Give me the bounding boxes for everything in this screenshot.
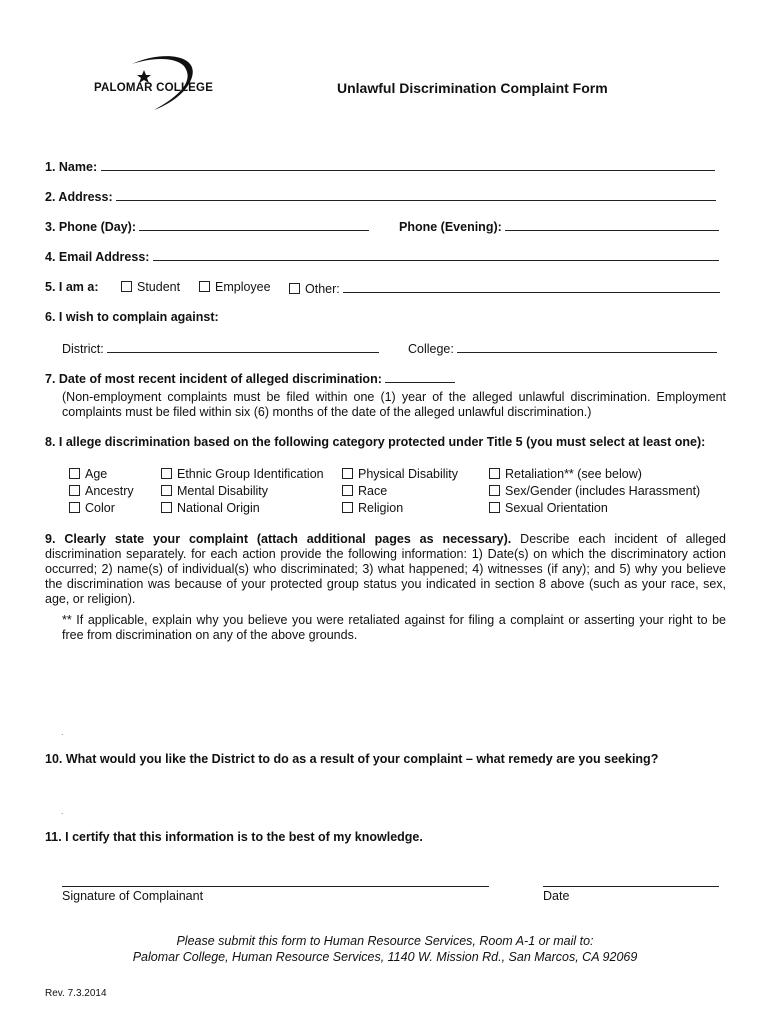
physical-disability-checkbox[interactable] xyxy=(342,468,353,479)
category-label: Age xyxy=(85,467,108,481)
date-line[interactable] xyxy=(543,886,719,887)
section10-heading: 10. What would you like the District to do as a result of your complaint – what remedy are you seeking? xyxy=(45,752,659,766)
college-logo xyxy=(92,52,222,112)
other-checkbox[interactable] xyxy=(289,283,300,294)
email-label: 4. Email Address: xyxy=(45,250,150,264)
category-label: National Origin xyxy=(177,501,260,515)
national-origin-checkbox[interactable] xyxy=(161,502,172,513)
district-field[interactable] xyxy=(107,340,379,353)
category-label: Sexual Orientation xyxy=(505,501,608,515)
section9-body: Describe each incident of alleged discrimination separately. for each action provide the following information: 1) Date(s) on which the discriminatory action occurred; 2) name(s) of individual(s) who discriminated; 3) what happened; 4) witnesses (if any); and 5) why you believe the discrimination was because of your protected group status you indicated in section 8 above (such as your race, sex, age, or religion). xyxy=(45,532,726,606)
incident-date-label: 7. Date of most recent incident of alleged discrimination: xyxy=(45,372,382,386)
address-field[interactable] xyxy=(116,188,716,201)
signature-line[interactable] xyxy=(62,886,489,887)
incident-note: (Non-employment complaints must be filed within one (1) year of the alleged unlawful discrimination. Employment complaints must be filed within six (6) months of the date of the alleged unlawful discrimination.) xyxy=(62,390,726,419)
employee-label: Employee xyxy=(215,280,271,294)
category-label: Sex/Gender (includes Harassment) xyxy=(505,484,701,498)
college-field[interactable] xyxy=(457,340,717,353)
other-label: Other: xyxy=(305,282,340,296)
name-label: 1. Name: xyxy=(45,160,98,174)
marker-dot: . xyxy=(61,806,64,816)
date-label: Date xyxy=(543,889,570,903)
race-checkbox[interactable] xyxy=(342,485,353,496)
section9-heading: 9. Clearly state your complaint (attach additional pages as necessary). xyxy=(45,532,512,546)
category-label: Ethnic Group Identification xyxy=(177,467,324,481)
section11-heading: 11. I certify that this information is to the best of my knowledge. xyxy=(45,830,423,844)
district-label: District: xyxy=(62,342,104,356)
page-title: Unlawful Discrimination Complaint Form xyxy=(337,80,608,96)
other-field[interactable] xyxy=(343,280,720,293)
religion-checkbox[interactable] xyxy=(342,502,353,513)
footer-line-2: Palomar College, Human Resource Services, 1140 W. Mission Rd., San Marcos, CA 92069 xyxy=(132,950,638,964)
email-field[interactable] xyxy=(153,248,719,261)
revision-label: Rev. 7.3.2014 xyxy=(45,988,107,999)
complain-against-label: 6. I wish to complain against: xyxy=(45,310,219,324)
incident-date-field[interactable] xyxy=(385,370,455,383)
address-label: 2. Address: xyxy=(45,190,113,204)
employee-checkbox[interactable] xyxy=(199,281,210,292)
phone-day-field[interactable] xyxy=(139,218,369,231)
section9-note: ** If applicable, explain why you believe you were retaliated against for filing a complaint or asserting your right to be free from discrimination on any of the above grounds. xyxy=(62,613,726,642)
name-field[interactable] xyxy=(101,158,715,171)
retaliation-checkbox[interactable] xyxy=(489,468,500,479)
student-checkbox[interactable] xyxy=(121,281,132,292)
i-am-a-label: 5. I am a: xyxy=(45,280,99,294)
category-label: Color xyxy=(85,501,115,515)
ethnic-group-checkbox[interactable] xyxy=(161,468,172,479)
sexual-orientation-checkbox[interactable] xyxy=(489,502,500,513)
category-label: Mental Disability xyxy=(177,484,269,498)
signature-label: Signature of Complainant xyxy=(62,889,204,903)
category-label: Race xyxy=(358,484,388,498)
age-checkbox[interactable] xyxy=(69,468,80,479)
footer-line-1: Please submit this form to Human Resource Services, Room A-1 or mail to: xyxy=(176,934,594,948)
marker-dot: . xyxy=(61,727,64,737)
ancestry-checkbox[interactable] xyxy=(69,485,80,496)
phone-day-label: 3. Phone (Day): xyxy=(45,220,136,234)
complaint-text-area[interactable] xyxy=(62,645,726,745)
section9-text xyxy=(45,532,726,607)
category-label: Physical Disability xyxy=(358,467,459,481)
mental-disability-checkbox[interactable] xyxy=(161,485,172,496)
category-label: Retaliation** (see below) xyxy=(505,467,642,481)
phone-evening-field[interactable] xyxy=(505,218,719,231)
student-label: Student xyxy=(137,280,181,294)
category-label: Ancestry xyxy=(85,484,134,498)
category-label: Religion xyxy=(358,501,404,515)
college-label: College: xyxy=(408,342,454,356)
phone-evening-label: Phone (Evening): xyxy=(399,220,502,234)
sex-gender-checkbox[interactable] xyxy=(489,485,500,496)
section8-heading: 8. I allege discrimination based on the following category protected under Title 5 (you must select at least one): xyxy=(45,435,706,449)
logo-text: PALOMAR COLLEGE xyxy=(94,82,214,94)
remedy-text-area[interactable] xyxy=(62,772,726,822)
color-checkbox[interactable] xyxy=(69,502,80,513)
